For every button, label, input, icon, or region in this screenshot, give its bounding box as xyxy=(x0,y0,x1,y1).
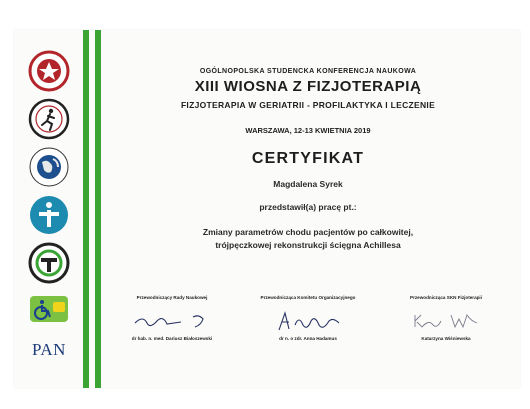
signature-name: dr n. o zdr. Anna Hadamus xyxy=(279,336,337,341)
green-stripe-left xyxy=(83,30,89,388)
work-title-line-2: trójpęczkowej rekonstrukcji ścięgna Achillesa xyxy=(215,240,401,250)
signature-block-scientific-council xyxy=(102,295,242,341)
green-stripe-right xyxy=(95,30,101,388)
university-seal-icon xyxy=(28,50,70,92)
conference-subtitle: FIZJOTERAPIA W GERIATRII - PROFILAKTYKA I LECZENIE xyxy=(180,100,436,110)
physiotherapy-cross-icon xyxy=(28,194,70,236)
conference-title: XIII WIOSNA Z FIZJOTERAPIĄ xyxy=(194,78,422,95)
wheelchair-sport-icon xyxy=(28,288,70,330)
signature-role: Przewodnicząca Komitetu Organizacyjnego xyxy=(260,295,356,300)
sponsor-logos xyxy=(20,36,80,386)
signature-name: dr hab. n. med. Dariusz Białoszewski xyxy=(131,336,213,341)
work-title-line-1: Zmiany parametrów chodu pacjentów po całkowitej, xyxy=(202,227,414,237)
runner-emblem-icon xyxy=(28,98,70,140)
certificate-content xyxy=(108,30,508,388)
association-emblem-icon xyxy=(28,242,70,284)
pan-logo: PAN xyxy=(32,340,66,359)
signature-block-student-club xyxy=(376,295,516,341)
presented-text: przedstawił(a) pracę pt.: xyxy=(259,202,357,212)
certificate-heading: CERTYFIKAT xyxy=(251,150,365,167)
globe-emblem-icon xyxy=(28,146,70,188)
signature-name: Katarzyna Wiśniewska xyxy=(421,336,471,341)
handwritten-signature xyxy=(117,305,227,335)
signature-block-organizing-committee xyxy=(238,295,378,341)
recipient-name: Magdalena Syrek xyxy=(273,179,343,189)
place-date: WARSZAWA, 12-13 KWIETNIA 2019 xyxy=(245,126,371,135)
handwritten-signature xyxy=(253,305,363,335)
conference-name: OGÓLNOPOLSKA STUDENCKA KONFERENCJA NAUKOWA xyxy=(199,68,417,75)
handwritten-signature xyxy=(391,305,501,335)
signature-role: Przewodnicząca SKN Fizjoterapii xyxy=(410,295,482,300)
signature-role: Przewodniczący Rady Naukowej xyxy=(136,295,208,300)
